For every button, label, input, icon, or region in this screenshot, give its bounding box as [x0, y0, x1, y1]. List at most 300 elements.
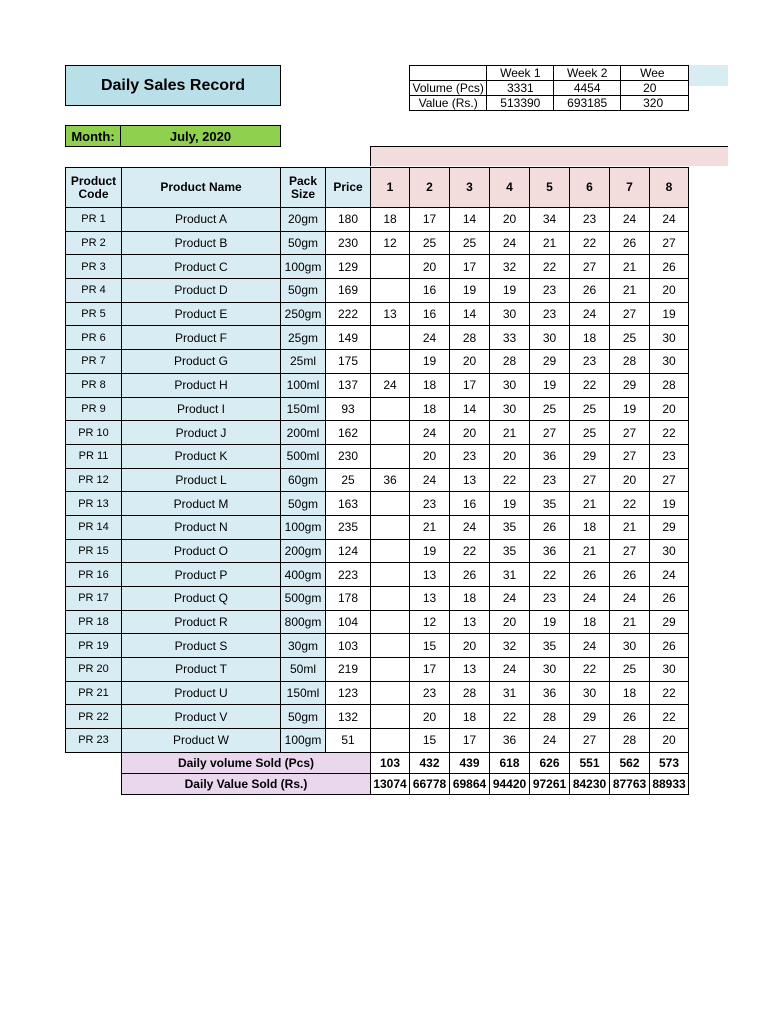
- daily-sales-cell[interactable]: 15: [410, 634, 450, 658]
- daily-sales-cell[interactable]: 14: [450, 397, 490, 421]
- daily-sales-cell[interactable]: 17: [410, 658, 450, 682]
- daily-sales-cell[interactable]: [371, 563, 410, 587]
- pack-size-cell[interactable]: 50gm: [281, 705, 326, 729]
- price-cell[interactable]: 235: [326, 515, 371, 539]
- pack-size-cell[interactable]: 50gm: [281, 279, 326, 303]
- daily-sales-cell[interactable]: 23: [410, 492, 450, 516]
- daily-sales-cell[interactable]: 30: [650, 350, 689, 374]
- daily-sales-cell[interactable]: 36: [530, 681, 570, 705]
- price-cell[interactable]: 230: [326, 444, 371, 468]
- daily-sales-cell[interactable]: 30: [490, 302, 530, 326]
- daily-sales-cell[interactable]: 28: [450, 681, 490, 705]
- day-header[interactable]: 8: [650, 168, 689, 208]
- price-header[interactable]: Price: [326, 168, 371, 208]
- daily-sales-cell[interactable]: 25: [450, 231, 490, 255]
- daily-sales-cell[interactable]: 32: [490, 634, 530, 658]
- daily-sales-cell[interactable]: 22: [650, 681, 689, 705]
- pack-size-cell[interactable]: 150ml: [281, 681, 326, 705]
- product-code-cell[interactable]: PR 21: [66, 681, 122, 705]
- daily-sales-cell[interactable]: 29: [650, 515, 689, 539]
- product-code-cell[interactable]: PR 23: [66, 729, 122, 753]
- daily-sales-cell[interactable]: 19: [650, 302, 689, 326]
- daily-sales-cell[interactable]: 18: [450, 587, 490, 611]
- daily-sales-cell[interactable]: 25: [530, 397, 570, 421]
- daily-sales-cell[interactable]: 22: [450, 539, 490, 563]
- daily-sales-cell[interactable]: 20: [490, 610, 530, 634]
- price-cell[interactable]: 175: [326, 350, 371, 374]
- daily-sales-cell[interactable]: [371, 255, 410, 279]
- daily-sales-cell[interactable]: 13: [371, 302, 410, 326]
- daily-sales-cell[interactable]: 26: [610, 563, 650, 587]
- daily-sales-cell[interactable]: 30: [650, 326, 689, 350]
- daily-sales-cell[interactable]: 36: [530, 444, 570, 468]
- daily-sales-cell[interactable]: 29: [570, 444, 610, 468]
- daily-sales-cell[interactable]: 13: [410, 587, 450, 611]
- daily-sales-cell[interactable]: 22: [570, 231, 610, 255]
- daily-sales-cell[interactable]: 35: [530, 634, 570, 658]
- pack-size-cell[interactable]: 800gm: [281, 610, 326, 634]
- price-cell[interactable]: 219: [326, 658, 371, 682]
- pack-size-cell[interactable]: 100ml: [281, 373, 326, 397]
- daily-sales-cell[interactable]: 23: [570, 208, 610, 232]
- product-name-cell[interactable]: Product A: [122, 208, 281, 232]
- day-header[interactable]: 2: [410, 168, 450, 208]
- product-name-cell[interactable]: Product J: [122, 421, 281, 445]
- daily-sales-cell[interactable]: 13: [450, 610, 490, 634]
- daily-value-cell[interactable]: 87763: [610, 773, 650, 794]
- daily-sales-cell[interactable]: 18: [570, 326, 610, 350]
- daily-sales-cell[interactable]: 17: [410, 208, 450, 232]
- daily-value-cell[interactable]: 69864: [450, 773, 490, 794]
- pack-size-cell[interactable]: 60gm: [281, 468, 326, 492]
- price-cell[interactable]: 223: [326, 563, 371, 587]
- daily-volume-cell[interactable]: 432: [410, 752, 450, 773]
- pack-size-cell[interactable]: 25gm: [281, 326, 326, 350]
- daily-sales-cell[interactable]: 27: [570, 729, 610, 753]
- daily-sales-cell[interactable]: 23: [410, 681, 450, 705]
- daily-sales-cell[interactable]: 19: [410, 350, 450, 374]
- price-cell[interactable]: 149: [326, 326, 371, 350]
- daily-sales-cell[interactable]: 30: [490, 397, 530, 421]
- daily-sales-cell[interactable]: 30: [570, 681, 610, 705]
- daily-sales-cell[interactable]: 24: [490, 658, 530, 682]
- product-code-cell[interactable]: PR 6: [66, 326, 122, 350]
- daily-volume-cell[interactable]: 439: [450, 752, 490, 773]
- daily-sales-cell[interactable]: 33: [490, 326, 530, 350]
- daily-sales-cell[interactable]: 18: [570, 610, 610, 634]
- daily-sales-cell[interactable]: 26: [610, 231, 650, 255]
- daily-sales-cell[interactable]: 25: [610, 658, 650, 682]
- daily-sales-cell[interactable]: 21: [610, 610, 650, 634]
- price-cell[interactable]: 93: [326, 397, 371, 421]
- daily-value-cell[interactable]: 97261: [530, 773, 570, 794]
- daily-sales-cell[interactable]: 20: [650, 397, 689, 421]
- daily-sales-cell[interactable]: 27: [650, 468, 689, 492]
- daily-sales-cell[interactable]: 35: [490, 515, 530, 539]
- product-name-cell[interactable]: Product C: [122, 255, 281, 279]
- product-code-cell[interactable]: PR 4: [66, 279, 122, 303]
- daily-sales-cell[interactable]: 26: [650, 634, 689, 658]
- daily-sales-cell[interactable]: 21: [570, 492, 610, 516]
- daily-sales-cell[interactable]: 28: [450, 326, 490, 350]
- pack-size-cell[interactable]: 250gm: [281, 302, 326, 326]
- product-code-cell[interactable]: PR 3: [66, 255, 122, 279]
- daily-sales-cell[interactable]: 14: [450, 208, 490, 232]
- daily-sales-cell[interactable]: 27: [570, 468, 610, 492]
- daily-sales-cell[interactable]: 21: [530, 231, 570, 255]
- price-cell[interactable]: 178: [326, 587, 371, 611]
- pack-size-cell[interactable]: 30gm: [281, 634, 326, 658]
- daily-sales-cell[interactable]: 22: [530, 563, 570, 587]
- product-code-cell[interactable]: PR 19: [66, 634, 122, 658]
- summary-volume-week-2[interactable]: 4454: [554, 81, 621, 96]
- daily-sales-cell[interactable]: 28: [610, 350, 650, 374]
- daily-sales-cell[interactable]: 27: [610, 421, 650, 445]
- price-cell[interactable]: 129: [326, 255, 371, 279]
- daily-sales-cell[interactable]: 23: [530, 468, 570, 492]
- daily-sales-cell[interactable]: 18: [450, 705, 490, 729]
- daily-sales-cell[interactable]: 29: [610, 373, 650, 397]
- pack-size-cell[interactable]: 200gm: [281, 539, 326, 563]
- daily-sales-cell[interactable]: 22: [530, 255, 570, 279]
- daily-sales-cell[interactable]: 30: [530, 658, 570, 682]
- daily-sales-cell[interactable]: 20: [410, 255, 450, 279]
- daily-volume-cell[interactable]: 562: [610, 752, 650, 773]
- daily-sales-cell[interactable]: 17: [450, 373, 490, 397]
- daily-sales-cell[interactable]: 31: [490, 681, 530, 705]
- daily-sales-cell[interactable]: 25: [410, 231, 450, 255]
- product-name-cell[interactable]: Product H: [122, 373, 281, 397]
- daily-sales-cell[interactable]: 30: [490, 373, 530, 397]
- daily-sales-cell[interactable]: 29: [530, 350, 570, 374]
- daily-sales-cell[interactable]: 20: [490, 208, 530, 232]
- price-cell[interactable]: 132: [326, 705, 371, 729]
- daily-sales-cell[interactable]: 24: [570, 587, 610, 611]
- daily-value-cell[interactable]: 13074: [371, 773, 410, 794]
- daily-sales-cell[interactable]: 23: [530, 587, 570, 611]
- daily-sales-cell[interactable]: 22: [650, 421, 689, 445]
- daily-sales-cell[interactable]: 25: [610, 326, 650, 350]
- daily-sales-cell[interactable]: [371, 681, 410, 705]
- product-code-cell[interactable]: PR 2: [66, 231, 122, 255]
- product-name-cell[interactable]: Product T: [122, 658, 281, 682]
- day-header[interactable]: 3: [450, 168, 490, 208]
- daily-sales-cell[interactable]: 18: [371, 208, 410, 232]
- daily-sales-cell[interactable]: 22: [610, 492, 650, 516]
- product-code-cell[interactable]: PR 10: [66, 421, 122, 445]
- product-code-cell[interactable]: PR 1: [66, 208, 122, 232]
- daily-sales-cell[interactable]: 26: [570, 563, 610, 587]
- daily-sales-cell[interactable]: 24: [530, 729, 570, 753]
- daily-sales-cell[interactable]: 19: [490, 279, 530, 303]
- daily-volume-cell[interactable]: 573: [650, 752, 689, 773]
- daily-sales-cell[interactable]: 13: [450, 468, 490, 492]
- daily-sales-cell[interactable]: 28: [490, 350, 530, 374]
- daily-sales-cell[interactable]: 22: [570, 373, 610, 397]
- daily-sales-cell[interactable]: 26: [530, 515, 570, 539]
- daily-sales-cell[interactable]: [371, 279, 410, 303]
- daily-sales-cell[interactable]: 20: [490, 444, 530, 468]
- daily-sales-cell[interactable]: [371, 610, 410, 634]
- daily-sales-cell[interactable]: 18: [570, 515, 610, 539]
- daily-value-cell[interactable]: 94420: [490, 773, 530, 794]
- product-name-cell[interactable]: Product B: [122, 231, 281, 255]
- daily-sales-cell[interactable]: [371, 515, 410, 539]
- daily-sales-cell[interactable]: 22: [650, 705, 689, 729]
- daily-sales-cell[interactable]: 22: [570, 658, 610, 682]
- daily-sales-cell[interactable]: 24: [490, 231, 530, 255]
- price-cell[interactable]: 230: [326, 231, 371, 255]
- pack-size-cell[interactable]: 50gm: [281, 492, 326, 516]
- daily-sales-cell[interactable]: 21: [610, 255, 650, 279]
- price-cell[interactable]: 222: [326, 302, 371, 326]
- daily-sales-cell[interactable]: [371, 326, 410, 350]
- daily-sales-cell[interactable]: [371, 444, 410, 468]
- daily-sales-cell[interactable]: 24: [570, 634, 610, 658]
- product-code-cell[interactable]: PR 12: [66, 468, 122, 492]
- product-name-cell[interactable]: Product G: [122, 350, 281, 374]
- product-code-cell[interactable]: PR 17: [66, 587, 122, 611]
- daily-sales-cell[interactable]: [371, 421, 410, 445]
- daily-sales-cell[interactable]: 19: [530, 610, 570, 634]
- pack-size-cell[interactable]: 50gm: [281, 231, 326, 255]
- product-code-cell[interactable]: PR 14: [66, 515, 122, 539]
- daily-sales-cell[interactable]: [371, 587, 410, 611]
- product-name-cell[interactable]: Product R: [122, 610, 281, 634]
- daily-sales-cell[interactable]: 19: [530, 373, 570, 397]
- daily-sales-cell[interactable]: 21: [570, 539, 610, 563]
- daily-sales-cell[interactable]: 19: [410, 539, 450, 563]
- daily-sales-cell[interactable]: 24: [650, 208, 689, 232]
- daily-sales-cell[interactable]: 30: [610, 634, 650, 658]
- daily-sales-cell[interactable]: 28: [650, 373, 689, 397]
- price-cell[interactable]: 25: [326, 468, 371, 492]
- daily-volume-cell[interactable]: 551: [570, 752, 610, 773]
- daily-sales-cell[interactable]: 16: [410, 302, 450, 326]
- price-cell[interactable]: 162: [326, 421, 371, 445]
- product-code-cell[interactable]: PR 16: [66, 563, 122, 587]
- product-code-cell[interactable]: PR 9: [66, 397, 122, 421]
- product-name-cell[interactable]: Product S: [122, 634, 281, 658]
- daily-sales-cell[interactable]: 26: [450, 563, 490, 587]
- daily-sales-cell[interactable]: 12: [371, 231, 410, 255]
- price-cell[interactable]: 104: [326, 610, 371, 634]
- day-header[interactable]: 5: [530, 168, 570, 208]
- daily-sales-cell[interactable]: 27: [610, 539, 650, 563]
- week-3-header[interactable]: Wee: [621, 66, 689, 81]
- daily-sales-cell[interactable]: 22: [490, 468, 530, 492]
- product-name-header[interactable]: Product Name: [122, 168, 281, 208]
- product-name-cell[interactable]: Product D: [122, 279, 281, 303]
- daily-sales-cell[interactable]: 24: [450, 515, 490, 539]
- product-name-cell[interactable]: Product E: [122, 302, 281, 326]
- daily-sales-cell[interactable]: 21: [610, 515, 650, 539]
- daily-sales-cell[interactable]: [371, 350, 410, 374]
- summary-value-week-2[interactable]: 693185: [554, 96, 621, 111]
- product-name-cell[interactable]: Product V: [122, 705, 281, 729]
- product-code-cell[interactable]: PR 11: [66, 444, 122, 468]
- daily-sales-cell[interactable]: 20: [610, 468, 650, 492]
- daily-sales-cell[interactable]: 32: [490, 255, 530, 279]
- daily-sales-cell[interactable]: 14: [450, 302, 490, 326]
- daily-sales-cell[interactable]: 30: [530, 326, 570, 350]
- product-code-cell[interactable]: PR 5: [66, 302, 122, 326]
- daily-sales-cell[interactable]: 18: [410, 397, 450, 421]
- daily-sales-cell[interactable]: [371, 729, 410, 753]
- product-name-cell[interactable]: Product Q: [122, 587, 281, 611]
- product-code-cell[interactable]: PR 22: [66, 705, 122, 729]
- daily-sales-cell[interactable]: 20: [410, 444, 450, 468]
- day-header[interactable]: 4: [490, 168, 530, 208]
- daily-sales-cell[interactable]: 13: [450, 658, 490, 682]
- pack-size-cell[interactable]: 50ml: [281, 658, 326, 682]
- daily-sales-cell[interactable]: [371, 492, 410, 516]
- daily-sales-cell[interactable]: 23: [650, 444, 689, 468]
- product-name-cell[interactable]: Product P: [122, 563, 281, 587]
- daily-sales-cell[interactable]: 36: [530, 539, 570, 563]
- pack-size-cell[interactable]: 500ml: [281, 444, 326, 468]
- daily-sales-cell[interactable]: 26: [650, 587, 689, 611]
- daily-sales-cell[interactable]: 21: [410, 515, 450, 539]
- pack-size-cell[interactable]: 100gm: [281, 255, 326, 279]
- summary-volume-week-1[interactable]: 3331: [487, 81, 554, 96]
- daily-sales-cell[interactable]: 35: [490, 539, 530, 563]
- daily-sales-cell[interactable]: 28: [610, 729, 650, 753]
- price-cell[interactable]: 169: [326, 279, 371, 303]
- daily-sales-cell[interactable]: 26: [650, 255, 689, 279]
- product-name-cell[interactable]: Product N: [122, 515, 281, 539]
- pack-size-cell[interactable]: 20gm: [281, 208, 326, 232]
- daily-sales-cell[interactable]: 23: [530, 279, 570, 303]
- daily-sales-cell[interactable]: 27: [610, 444, 650, 468]
- price-cell[interactable]: 103: [326, 634, 371, 658]
- daily-sales-cell[interactable]: 30: [650, 658, 689, 682]
- daily-sales-cell[interactable]: 18: [410, 373, 450, 397]
- daily-sales-cell[interactable]: 17: [450, 255, 490, 279]
- daily-value-cell[interactable]: 84230: [570, 773, 610, 794]
- daily-sales-cell[interactable]: 30: [650, 539, 689, 563]
- product-code-header[interactable]: Product Code: [66, 168, 122, 208]
- daily-sales-cell[interactable]: 27: [610, 302, 650, 326]
- daily-sales-cell[interactable]: 35: [530, 492, 570, 516]
- week-2-header[interactable]: Week 2: [554, 66, 621, 81]
- daily-sales-cell[interactable]: 24: [490, 587, 530, 611]
- daily-sales-cell[interactable]: 36: [490, 729, 530, 753]
- daily-sales-cell[interactable]: 20: [410, 705, 450, 729]
- daily-sales-cell[interactable]: 21: [610, 279, 650, 303]
- daily-sales-cell[interactable]: [371, 539, 410, 563]
- pack-size-cell[interactable]: 25ml: [281, 350, 326, 374]
- daily-sales-cell[interactable]: 26: [570, 279, 610, 303]
- daily-sales-cell[interactable]: 24: [371, 373, 410, 397]
- daily-sales-cell[interactable]: 24: [410, 421, 450, 445]
- day-header[interactable]: 1: [371, 168, 410, 208]
- product-name-cell[interactable]: Product L: [122, 468, 281, 492]
- product-code-cell[interactable]: PR 8: [66, 373, 122, 397]
- daily-sales-cell[interactable]: 22: [490, 705, 530, 729]
- price-cell[interactable]: 137: [326, 373, 371, 397]
- week-1-header[interactable]: Week 1: [487, 66, 554, 81]
- price-cell[interactable]: 163: [326, 492, 371, 516]
- product-name-cell[interactable]: Product I: [122, 397, 281, 421]
- daily-sales-cell[interactable]: [371, 705, 410, 729]
- price-cell[interactable]: 51: [326, 729, 371, 753]
- daily-sales-cell[interactable]: 12: [410, 610, 450, 634]
- product-code-cell[interactable]: PR 20: [66, 658, 122, 682]
- daily-sales-cell[interactable]: 16: [450, 492, 490, 516]
- product-name-cell[interactable]: Product O: [122, 539, 281, 563]
- pack-size-header[interactable]: Pack Size: [281, 168, 326, 208]
- day-header[interactable]: 7: [610, 168, 650, 208]
- daily-sales-cell[interactable]: 24: [610, 587, 650, 611]
- daily-sales-cell[interactable]: 20: [650, 279, 689, 303]
- product-code-cell[interactable]: PR 13: [66, 492, 122, 516]
- daily-sales-cell[interactable]: 19: [450, 279, 490, 303]
- daily-sales-cell[interactable]: 19: [490, 492, 530, 516]
- summary-volume-label[interactable]: Volume (Pcs): [410, 81, 487, 96]
- daily-volume-cell[interactable]: 103: [371, 752, 410, 773]
- summary-value-week-3[interactable]: 320: [621, 96, 689, 111]
- daily-sales-cell[interactable]: 19: [610, 397, 650, 421]
- daily-value-cell[interactable]: 88933: [650, 773, 689, 794]
- daily-sales-cell[interactable]: 20: [450, 421, 490, 445]
- daily-sales-cell[interactable]: 21: [490, 421, 530, 445]
- daily-sales-cell[interactable]: 36: [371, 468, 410, 492]
- daily-sales-cell[interactable]: 31: [490, 563, 530, 587]
- product-name-cell[interactable]: Product M: [122, 492, 281, 516]
- product-name-cell[interactable]: Product W: [122, 729, 281, 753]
- product-name-cell[interactable]: Product F: [122, 326, 281, 350]
- day-header[interactable]: 6: [570, 168, 610, 208]
- summary-value-week-1[interactable]: 513390: [487, 96, 554, 111]
- product-name-cell[interactable]: Product K: [122, 444, 281, 468]
- product-code-cell[interactable]: PR 18: [66, 610, 122, 634]
- price-cell[interactable]: 124: [326, 539, 371, 563]
- daily-sales-cell[interactable]: [371, 397, 410, 421]
- daily-sales-cell[interactable]: 23: [450, 444, 490, 468]
- daily-volume-cell[interactable]: 626: [530, 752, 570, 773]
- daily-sales-cell[interactable]: [371, 658, 410, 682]
- daily-sales-cell[interactable]: 13: [410, 563, 450, 587]
- price-cell[interactable]: 123: [326, 681, 371, 705]
- daily-sales-cell[interactable]: 27: [650, 231, 689, 255]
- daily-sales-cell[interactable]: 24: [410, 468, 450, 492]
- pack-size-cell[interactable]: 100gm: [281, 729, 326, 753]
- daily-sales-cell[interactable]: 26: [610, 705, 650, 729]
- pack-size-cell[interactable]: 200ml: [281, 421, 326, 445]
- pack-size-cell[interactable]: 100gm: [281, 515, 326, 539]
- daily-sales-cell[interactable]: [371, 634, 410, 658]
- daily-sales-cell[interactable]: 16: [410, 279, 450, 303]
- daily-sales-cell[interactable]: 25: [570, 421, 610, 445]
- daily-sales-cell[interactable]: 34: [530, 208, 570, 232]
- daily-sales-cell[interactable]: 19: [650, 492, 689, 516]
- daily-sales-cell[interactable]: 20: [650, 729, 689, 753]
- daily-sales-cell[interactable]: 24: [610, 208, 650, 232]
- daily-sales-cell[interactable]: 23: [530, 302, 570, 326]
- price-cell[interactable]: 180: [326, 208, 371, 232]
- daily-sales-cell[interactable]: 25: [570, 397, 610, 421]
- daily-sales-cell[interactable]: 24: [650, 563, 689, 587]
- month-value-cell[interactable]: July, 2020: [121, 125, 281, 147]
- daily-sales-cell[interactable]: 29: [570, 705, 610, 729]
- product-code-cell[interactable]: PR 7: [66, 350, 122, 374]
- summary-value-label[interactable]: Value (Rs.): [410, 96, 487, 111]
- daily-sales-cell[interactable]: 29: [650, 610, 689, 634]
- product-name-cell[interactable]: Product U: [122, 681, 281, 705]
- daily-sales-cell[interactable]: 17: [450, 729, 490, 753]
- pack-size-cell[interactable]: 400gm: [281, 563, 326, 587]
